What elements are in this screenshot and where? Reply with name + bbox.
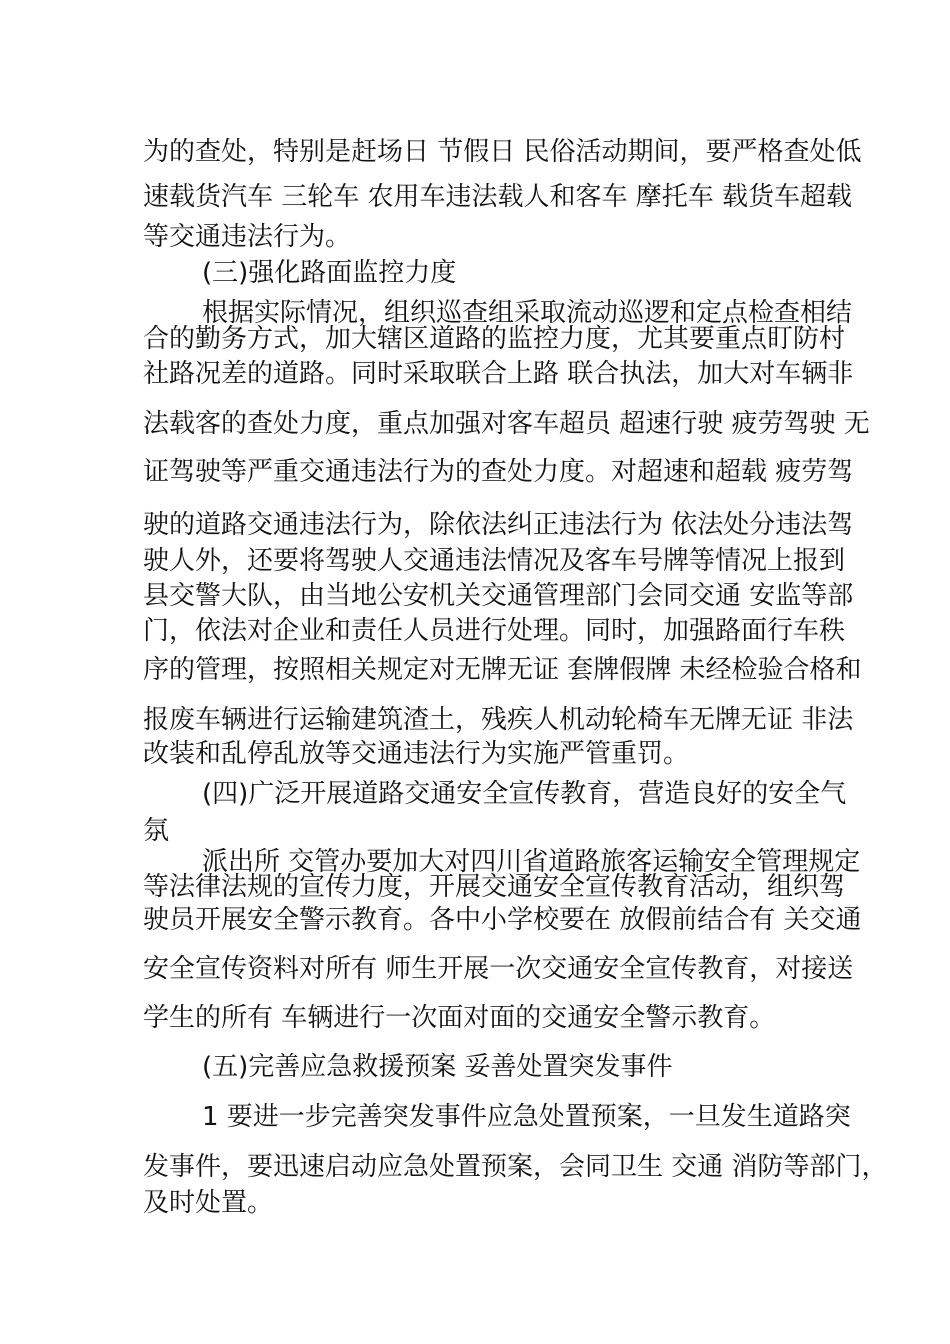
- text-line: 等法律法规的宣传力度，开展交通安全宣传教育活动，组织驾: [143, 872, 846, 902]
- text-line: 安全宣传资料对所有 师生开展一次交通安全宣传教育，对接送: [143, 954, 854, 984]
- text-line: 驶的道路交通违法行为，除依法纠正违法行为 依法处分违法驾: [143, 510, 854, 540]
- text-line: 报废车辆进行运输建筑渣土，残疾人机动轮椅车无牌无证 非法: [143, 705, 854, 735]
- text-line: 1 要进一步完善突发事件应急处置预案，一旦发生道路突: [202, 1102, 851, 1132]
- text-line: 县交警大队，由当地公安机关交通管理部门会同交通 安监等部: [143, 581, 854, 611]
- section-heading-3: (三)强化路面监控力度: [202, 258, 457, 288]
- section-heading-4-cont: 氛: [143, 816, 170, 846]
- section-heading-5: (五)完善应急救援预案 妥善处置突发事件: [202, 1052, 673, 1082]
- text-line: 合的勤务方式，加大辖区道路的监控力度，尤其要重点盯防村: [143, 324, 846, 354]
- text-line: 等交通违法行为。: [143, 222, 352, 252]
- text-line: 学生的所有 车辆进行一次面对面的交通安全警示教育。: [143, 1003, 776, 1033]
- text-line: 序的管理，按照相关规定对无牌无证 套牌假牌 未经检验合格和: [143, 655, 862, 685]
- text-line: 驶员开展安全警示教育。各中小学校要在 放假前结合有 关交通: [143, 905, 862, 935]
- text-line: 为的查处，特别是赶场日 节假日 民俗活动期间，要严格查处低: [143, 137, 862, 167]
- text-line: 速载货汽车 三轮车 农用车违法载人和客车 摩托车 载货车超载: [143, 182, 853, 212]
- text-line: 改装和乱停乱放等交通违法行为实施严管重罚。: [143, 739, 690, 769]
- text-line: 门，依法对企业和责任人员进行处理。同时，加强路面行车秩: [143, 616, 846, 646]
- text-line: 根据实际情况，组织巡查组采取流动巡逻和定点检查相结: [202, 298, 853, 328]
- text-line: 发事件，要迅速启动应急处置预案，会同卫生 交通 消防等部门，: [143, 1152, 888, 1182]
- text-line: 证驾驶等严重交通违法行为的查处力度。对超速和超载 疲劳驾: [143, 457, 854, 487]
- text-line: 社路况差的道路。同时采取联合上路 联合执法，加大对车辆非: [143, 359, 854, 389]
- text-line: 驶人外，还要将驾驶人交通违法情况及客车号牌等情况上报到: [143, 546, 846, 576]
- text-line: 法载客的查处力度，重点加强对客车超员 超速行驶 疲劳驾驶 无: [143, 409, 870, 439]
- text-line: 派出所 交管办要加大对四川省道路旅客运输安全管理规定: [202, 847, 861, 877]
- section-heading-4: (四)广泛开展道路交通安全宣传教育，营造良好的安全气: [202, 779, 847, 809]
- text-line: 及时处置。: [143, 1188, 274, 1218]
